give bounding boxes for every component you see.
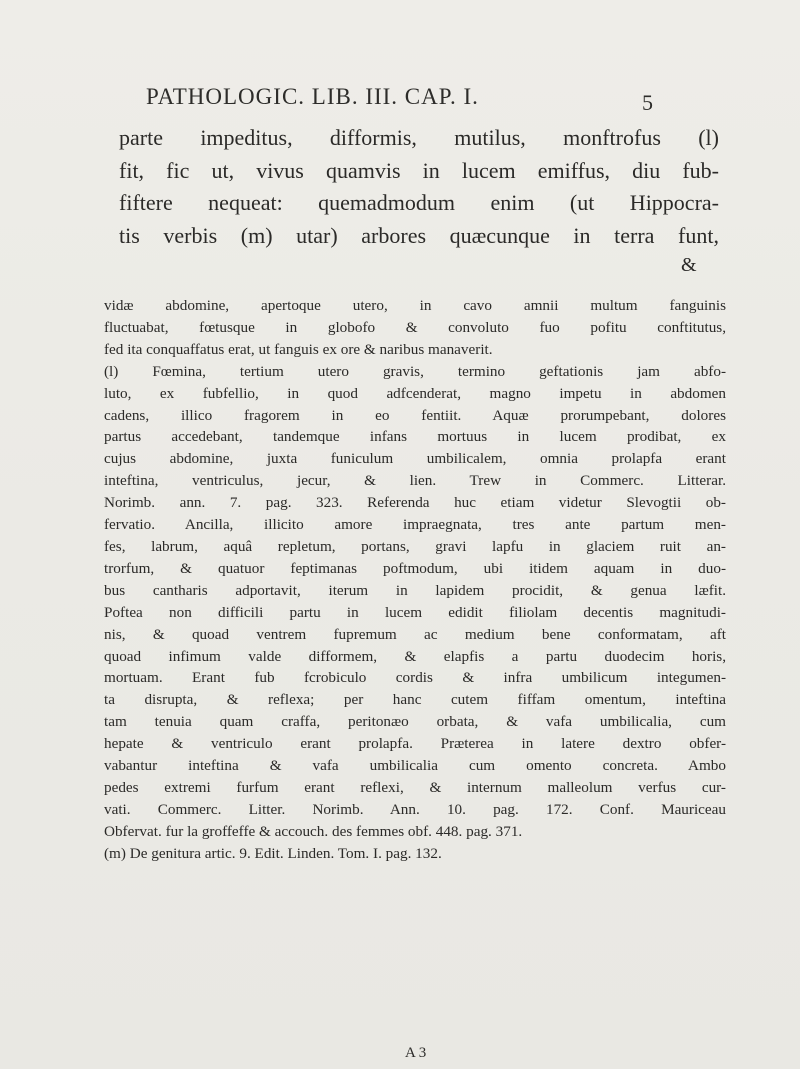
main-text-line: fit, fic ut, vivus quamvis in lucem emiffus, diu fub- (119, 157, 719, 183)
page-number: 5 (642, 90, 654, 115)
footnote-line: vidæ abdomine, apertoque utero, in cavo amnii multum fanguinis (104, 297, 726, 314)
footnote-line: fes, labrum, aquâ repletum, portans, gravi lapfu in glaciem ruit an- (104, 537, 726, 555)
footnote-line: quoad infimum valde difformem, & elapfis a partu duodecim horis, (104, 647, 726, 665)
footnote-line: Obfervat. fur la groffeffe & accouch. des femmes obf. 448. pag. 371. (104, 822, 523, 840)
footnote-line: fed ita conquaffatus erat, ut fanguis ex ore & naribus manaverit. (104, 340, 493, 358)
footnote-line: vati. Commerc. Litter. Norimb. Ann. 10. pag. 172. Conf. Mauriceau (104, 800, 726, 818)
main-text-line: fiftere nequeat: quemadmodum enim (ut Hippocra- (119, 190, 719, 215)
signature-mark: A 3 (405, 1045, 427, 1061)
footnote-line: (l) Fœmina, tertium utero gravis, termino geftationis jam abfo- (104, 362, 726, 380)
main-text-line: tis verbis (m) utar) arbores quæcunque in terra funt, (119, 222, 719, 248)
footnote-line: trorfum, & quatuor feptimanas poftmodum, ubi itidem aquam in duo- (104, 559, 726, 577)
footnote-line: Poftea non difficili partu in lucem edidit filiolam decentis magnitudi- (104, 603, 726, 621)
main-text-block (119, 122, 719, 252)
main-text-line: parte impeditus, difformis, mutilus, monftrofus (l) (119, 125, 719, 150)
footnote-line: inteftina, ventriculus, jecur, & lien. Trew in Commerc. Litterar. (104, 472, 726, 490)
footnote-line: tam tenuia quam craffa, peritonæo orbata, & vafa umbilicalia, cum (104, 713, 726, 731)
footnote-line: (m) De genitura artic. 9. Edit. Linden. Tom. I. pag. 132. (104, 844, 442, 862)
footnote-line: nis, & quoad ventrem fupremum ac medium bene conformatam, aft (104, 625, 726, 643)
footnote-line: ta disrupta, & reflexa; per hanc cutem fiffam omentum, inteftina (104, 691, 726, 709)
running-head-title: PATHOLOGIC. LIB. III. CAP. I. (146, 84, 479, 109)
footnote-line: vabantur inteftina & vafa umbilicalia cum omento concreta. Ambo (104, 757, 726, 775)
footnote-line: cadens, illico fragorem in eo fentiit. Aquæ prorumpebant, dolores (104, 406, 726, 424)
footnote-line: luto, ex fubfellio, in quod adfcenderat, magno impetu in abdomen (104, 384, 726, 402)
footnote-line: bus cantharis adportavit, iterum in lapidem procidit, & genua læfit. (104, 581, 726, 599)
footnotes-block (104, 295, 726, 865)
footnote-line: fluctuabat, fœtusque in globofo & convoluto fuo pofitu conftitutus, (104, 318, 726, 336)
footnote-line: hepate & ventriculo erant prolapfa. Præterea in latere dextro obfer- (104, 735, 726, 753)
footnote-line: fervatio. Ancilla, illicito amore impraegnata, tres ante partum men- (104, 516, 726, 534)
catchword: & (681, 254, 697, 276)
footnote-line: mortuam. Erant fub fcrobiculo cordis & infra umbilicum integumen- (104, 669, 726, 687)
footnote-line: cujus abdomine, juxta funiculum umbilicalem, omnia prolapfa erant (104, 450, 726, 468)
footnote-line: Norimb. ann. 7. pag. 323. Referenda huc etiam videtur Slevogtii ob- (104, 494, 726, 512)
footnote-line: pedes extremi furfum erant reflexi, & internum malleolum verfus cur- (104, 778, 726, 796)
footnote-line: partus accedebant, tandemque infans mortuus in lucem prodibat, ex (104, 428, 726, 446)
running-head (146, 84, 654, 115)
